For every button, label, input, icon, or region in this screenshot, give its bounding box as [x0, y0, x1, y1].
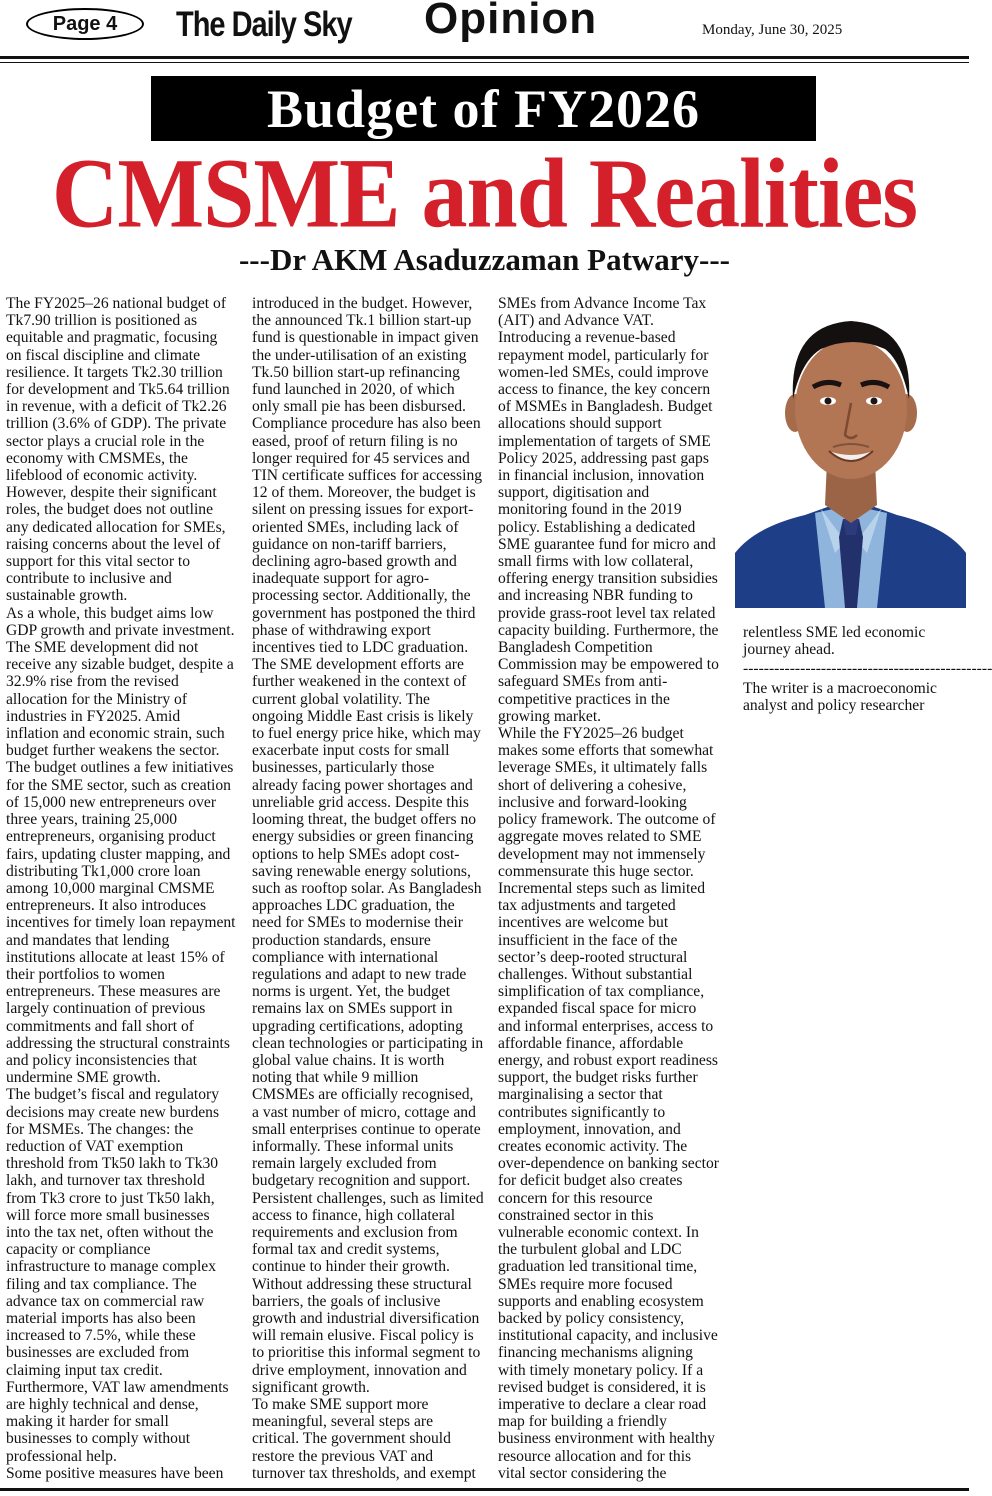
article-paragraph: relentless SME led economic journey ahead.	[743, 624, 926, 659]
author-portrait-svg	[735, 291, 966, 608]
article-paragraph: SMEs from Advance Income Tax (AIT) and Advance VAT. Introducing a revenue-based repayment model, particularly for women-led SMEs, could improve access to finance, the key concern of MSMEs in Bangladesh. Budget allocations should support implementation of targets of SME Policy 2025, addressing past gaps in financial inclusion, innovation support, digitisation and monitoring found in the 2019 policy. Establishing a dedicated SME guarantee fund for micro and small firms with low collateral, offering energy transition subsidies and increasing NBR funding to provide grass-root level tax related capacity building. Furthermore, the Bangladesh Competition Commission may be empowered to safeguard SMEs from anti-competitive practices in the growing market.	[498, 295, 719, 725]
masthead	[0, 0, 969, 58]
article-column-4	[743, 624, 992, 1484]
article-byline: ---Dr AKM Asaduzzaman Patwary---	[238, 242, 731, 277]
author-portrait-icon	[735, 291, 966, 608]
article-column-3	[498, 295, 720, 1485]
article-end-divider: ------------------------------------------------	[743, 660, 992, 678]
page-number-badge: Page 4	[26, 8, 144, 40]
article-column-2	[252, 295, 484, 1485]
article-paragraph: As a whole, this budget aims low GDP growth and private investment. The SME development did not receive any sizable budget, despite a 32.9% rise from the revised allocation for the Ministry of industries in FY2025. Amid inflation and economic strain, such budget further weakens the sector. The budget outlines a few initiatives for the SME sector, such as creation of 15,000 new entrepreneurs over three years, training 25,000 entrepreneurs, organising product fairs, updating cluster mapping, and distributing Tk1,000 crore loan among 10,000 marginal CMSME entrepreneurs. It also introduces incentives for timely loan repayment and mandates that lending institutions allocate at least 15% of their portfolios to women entrepreneurs. These measures are largely continuation of previous commitments and fall short of addressing the structural constraints and policy inconsistencies that undermine SME growth.	[6, 604, 236, 1087]
article-headline: CMSME and Realities	[51, 138, 918, 249]
article-paragraph: introduced in the budget. However, the announced Tk.1 billion start-up fund is questionable in impact given the under-utilisation of an existing Tk.50 billion start-up refinancing fund launched in 2020, of which only small pie has been disbursed. Compliance procedure has also been eased, proof of return filing is no longer required for 45 services and TIN certificate suffices for accessing 12 of them. Moreover, the budget is silent on pressing issues for export-oriented SMEs, including lack of guidance on non-tariff barriers, declining agro-based growth and inadequate support for agro-processing sector. Additionally, the government has postponed the third phase of withdrawing export incentives tied to LDC graduation. The SME development efforts are further weakened in the context of current global volatility. The ongoing Middle East crisis is likely to fuel energy price hike, which may exacerbate input costs for small businesses, particularly those already facing power shortages and unreliable grid access. Despite this looming threat, the budget offers no energy subsidies or green financing options to help SMEs adopt cost-saving renewable energy solutions, such as rooftop solar. As Bangladesh approaches LDC graduation, the need for SMEs to modernise their production standards, ensure compliance with international regulations and adapt to new trade norms is urgent. Yet, the budget remains lax on SMEs support in upgrading certifications, adopting clean technologies or participating in global value chains. It is worth noting that while 9 million CMSMEs are officially recognised, a vast number of micro, cottage and small enterprises continue to operate informally. These informal units remain largely excluded from budgetary recognition and support. Persistent challenges, such as limited access to finance, high collateral requirements and exclusion from formal tax and credit systems, continue to hinder their growth. Without addressing these structural barriers, the goals of inclusive growth and industrial diversification will remain elusive. Fiscal policy is to prioritise this informal segment to drive employment, innovation and significant growth.	[252, 295, 484, 1396]
article-paragraph: The FY2025–26 national budget of Tk7.90 trillion is positioned as equitable and pragmatic, focusing on fiscal discipline and climate resilience. It targets Tk2.30 trillion for development and Tk5.64 trillion in revenue, with a deficit of Tk2.26 trillion (3.6% of GDP). The private sector plays a crucial role in the economy with CMSMEs, the lifeblood of economic activity. However, despite their significant roles, the budget does not outline any dedicated allocation for SMEs, raising concerns about the level of support for this vital sector to contribute to inclusive and sustainable growth.	[6, 295, 230, 605]
article-paragraph: Some positive measures have been	[6, 1464, 224, 1482]
masthead-rule-thin	[0, 62, 969, 63]
newspaper-logo: The Daily Sky	[176, 6, 352, 45]
footer-rule	[0, 1488, 969, 1491]
issue-date: Monday, June 30, 2025	[702, 22, 843, 38]
article-paragraph: The budget’s fiscal and regulatory decisions may create new burdens for MSMEs. The changes: the reduction of VAT exemption threshold from Tk50 lakh to Tk30 lakh, and turnover tax threshold from Tk3 crore to just Tk50 lakh, will force more small businesses into the tax net, often without the capacity or compliance infrastructure to manage complex filing and tax compliance. The advance tax on commercial raw material imports has also been increased to 7.5%, while these businesses are excluded from claiming input tax credit. Furthermore, VAT law amendments are highly technical and dense, making it harder for small businesses to comply without professional help.	[6, 1086, 229, 1465]
author-note: The writer is a macroeconomic analyst and policy researcher	[743, 679, 937, 714]
article-column-1	[6, 295, 236, 1485]
article-paragraph: While the FY2025–26 budget makes some efforts that somewhat leverage SMEs, it ultimately falls short of delivering a cohesive, inclusive and forward-looking policy framework. The outcome of aggregate moves related to SME development may not immensely commensurate this huge sector. Incremental steps such as limited tax adjustments and targeted incentives are welcome but insufficient in the face of the sector’s deep-rooted structural challenges. Without substantial simplification of tax compliance, expanded fiscal space for micro and informal enterprises, access to affordable finance, affordable energy, and robust export readiness support, the budget risks further marginalising a sector that contributes significantly to employment, innovation, and creates economic activity. The over-dependence on banking sector for deficit budget also creates concern for this resource constrained sector in this vulnerable economic context. In the turbulent global and LDC graduation led transitional time, SMEs require more focused supports and enabling ecosystem backed by policy consistency, institutional capacity, and inclusive financing mechanisms aligning with timely monetary policy. If a revised budget is considered, it is imperative to declare a clear road map for building a friendly business environment with healthy resource allocation and for this vital sector considering the	[498, 725, 719, 1482]
kicker-banner: Budget of FY2026	[151, 76, 816, 141]
masthead-rule	[0, 56, 969, 59]
article-paragraph: To make SME support more meaningful, several steps are critical. The government should restore the previous VAT and turnover tax thresholds, and exempt	[252, 1396, 476, 1482]
section-title: Opinion	[424, 0, 598, 43]
